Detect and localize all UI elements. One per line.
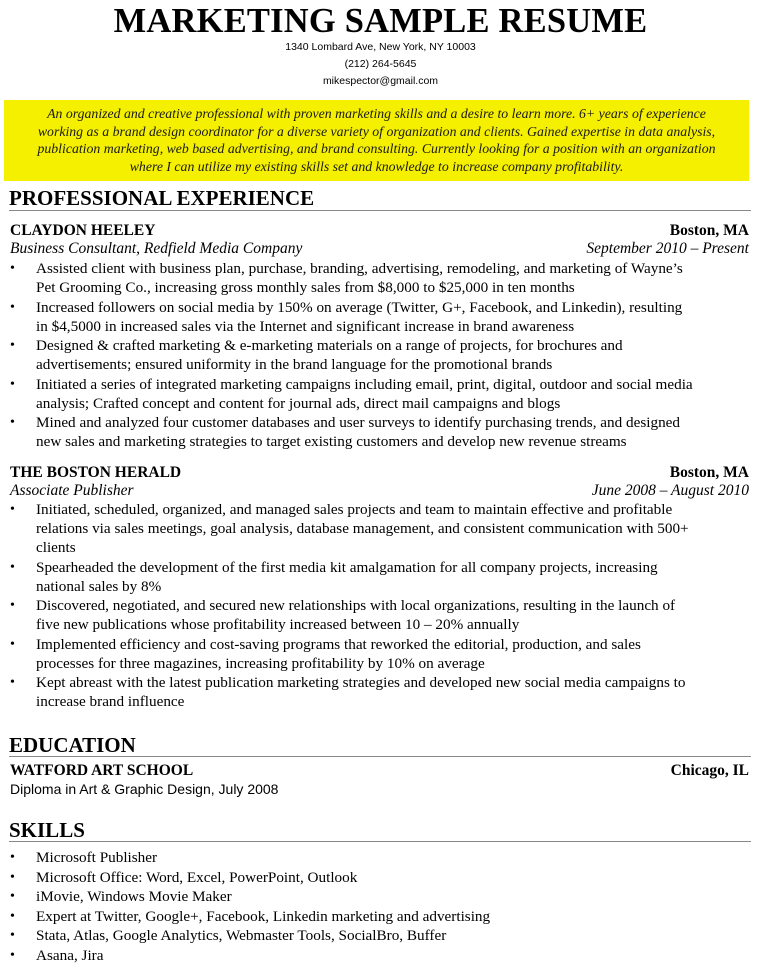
bullet-icon: • bbox=[10, 928, 15, 944]
summary-line: publication marketing, web based advertising, and brand consulting. Currently looking for a position with an organization bbox=[37, 141, 716, 156]
bullet-line: increase brand influence bbox=[36, 693, 185, 710]
school-location: Chicago, IL bbox=[670, 762, 749, 779]
list-item bbox=[10, 946, 750, 966]
bullet-icon: • bbox=[10, 908, 15, 924]
bullet-line: clients bbox=[36, 539, 76, 556]
bullet-icon: • bbox=[10, 299, 15, 315]
bullet-line: Initiated a series of integrated marketing campaigns including email, print, digital, outdoor and social media bbox=[36, 375, 693, 393]
list-item bbox=[10, 298, 750, 336]
list-item bbox=[10, 259, 750, 297]
bullet-line: advertisements; ensured uniformity in the brand language for the promotional brands bbox=[36, 356, 553, 373]
page-title: MARKETING SAMPLE RESUME bbox=[113, 2, 648, 40]
list-item bbox=[10, 413, 750, 451]
bullet-line: relations via sales meetings, goal analysis, database management, and consistent communication with 500+ bbox=[36, 520, 689, 537]
job-bullets bbox=[10, 259, 750, 452]
bullet-icon: • bbox=[10, 675, 15, 690]
job-location: Boston, MA bbox=[669, 464, 749, 481]
bullet-line: Spearheaded the development of the first media kit amalgamation for all company projects, increasing bbox=[36, 558, 658, 576]
bullet-icon: • bbox=[10, 869, 15, 885]
section-divider bbox=[9, 210, 751, 211]
bullet-line: Initiated, scheduled, organized, and managed sales projects and team to maintain effective and profitable bbox=[36, 501, 673, 518]
bullet-icon: • bbox=[10, 947, 15, 963]
bullet-line: Assisted client with business plan, purchase, branding, advertising, remodeling, and marketing of Wayne’s bbox=[36, 260, 683, 277]
list-item bbox=[10, 336, 750, 374]
list-item bbox=[10, 907, 750, 927]
list-item bbox=[10, 868, 750, 888]
bullet-line: five new publications whose profitability increased between 10 – 20% annually bbox=[36, 616, 520, 633]
list-item bbox=[10, 848, 750, 868]
skill-text: Microsoft Publisher bbox=[36, 849, 158, 866]
list-item bbox=[10, 375, 750, 413]
bullet-line: processes for three magazines, increasing profitability by 10% on average bbox=[36, 654, 485, 672]
bullet-icon: • bbox=[10, 889, 15, 905]
bullet-line: new sales and marketing strategies to target existing customers and develop new revenue streams bbox=[36, 433, 627, 450]
skill-text: Stata, Atlas, Google Analytics, Webmaster Tools, SocialBro, Buffer bbox=[36, 927, 447, 945]
summary-box bbox=[4, 100, 749, 181]
job-dates: June 2008 – August 2010 bbox=[591, 482, 749, 499]
bullet-icon: • bbox=[10, 598, 15, 613]
list-item bbox=[10, 926, 750, 946]
contact-phone: (212) 264-5645 bbox=[344, 58, 417, 70]
list-item bbox=[10, 635, 750, 673]
list-item bbox=[10, 673, 750, 711]
bullet-line: Discovered, negotiated, and secured new relationships with local organizations, resulting in the launch of bbox=[36, 597, 676, 614]
section-divider bbox=[9, 841, 751, 842]
list-item bbox=[10, 887, 750, 907]
bullet-icon: • bbox=[10, 502, 15, 517]
skills-list bbox=[10, 848, 750, 966]
bullet-line: in $4,5000 in increased sales via the Internet and significant increase in brand awareness bbox=[36, 317, 575, 335]
contact-email: mikespector@gmail.com bbox=[322, 75, 439, 87]
bullet-icon: • bbox=[10, 338, 15, 353]
section-divider bbox=[9, 756, 751, 757]
summary-line: where I can utilize my existing skills set and knowledge to increase company profitability. bbox=[129, 158, 624, 174]
bullet-icon: • bbox=[10, 559, 15, 575]
bullet-line: Designed & crafted marketing & e-marketing materials on a range of projects, for brochures and bbox=[36, 337, 623, 354]
bullet-line: analysis; Crafted concept and content for journal ads, direct mail campaigns and blogs bbox=[36, 394, 561, 412]
job-bullets bbox=[10, 500, 750, 712]
list-item bbox=[10, 500, 750, 557]
bullet-icon: • bbox=[10, 850, 15, 865]
job-org: THE BOSTON HERALD bbox=[10, 464, 182, 481]
summary-line: An organized and creative professional with proven marketing skills and a desire to learn more. 6+ years of experience bbox=[47, 106, 706, 121]
school-name: WATFORD ART SCHOOL bbox=[10, 762, 194, 779]
bullet-line: national sales by 8% bbox=[36, 577, 162, 595]
bullet-icon: • bbox=[10, 376, 15, 392]
skill-text: Microsoft Office: Word, Excel, PowerPoint, Outlook bbox=[36, 868, 358, 886]
education-heading: EDUCATION bbox=[9, 733, 136, 757]
job-dates: September 2010 – Present bbox=[586, 240, 749, 257]
job-role: Business Consultant, Redfield Media Company bbox=[10, 240, 303, 257]
skill-text: Expert at Twitter, Google+, Facebook, Linkedin marketing and advertising bbox=[36, 907, 491, 925]
contact-address: 1340 Lombard Ave, New York, NY 10003 bbox=[285, 41, 476, 53]
bullet-icon: • bbox=[10, 636, 15, 652]
job-location: Boston, MA bbox=[669, 222, 749, 239]
job-role: Associate Publisher bbox=[10, 482, 134, 499]
summary-line: working as a brand design coordinator for a diverse variety of organization and clients. Gained expertise in data analysis, bbox=[37, 123, 716, 139]
bullet-icon: • bbox=[10, 261, 15, 276]
experience-heading: PROFESSIONAL EXPERIENCE bbox=[9, 186, 315, 210]
bullet-line: Kept abreast with the latest publication marketing strategies and developed new social media campaigns to bbox=[36, 674, 686, 691]
diploma-text: Diploma in Art & Graphic Design, July 2008 bbox=[10, 781, 279, 797]
bullet-line: Implemented efficiency and cost-saving programs that reworked the editorial, production, and sales bbox=[36, 635, 641, 653]
job-org: CLAYDON HEELEY bbox=[10, 222, 156, 239]
bullet-line: Increased followers on social media by 150% on average (Twitter, G+, Facebook, and Linkedin), resulting bbox=[36, 298, 683, 316]
skill-text: Asana, Jira bbox=[36, 946, 104, 964]
list-item bbox=[10, 596, 750, 634]
skills-heading: SKILLS bbox=[9, 818, 85, 842]
bullet-line: Pet Grooming Co., increasing gross monthly sales from $8,000 to $25,000 in ten months bbox=[36, 279, 575, 296]
list-item bbox=[10, 558, 750, 596]
bullet-line: Mined and analyzed four customer databases and user surveys to identify purchasing trends, and designed bbox=[36, 414, 681, 431]
bullet-icon: • bbox=[10, 415, 15, 430]
skill-text: iMovie, Windows Movie Maker bbox=[36, 888, 232, 906]
